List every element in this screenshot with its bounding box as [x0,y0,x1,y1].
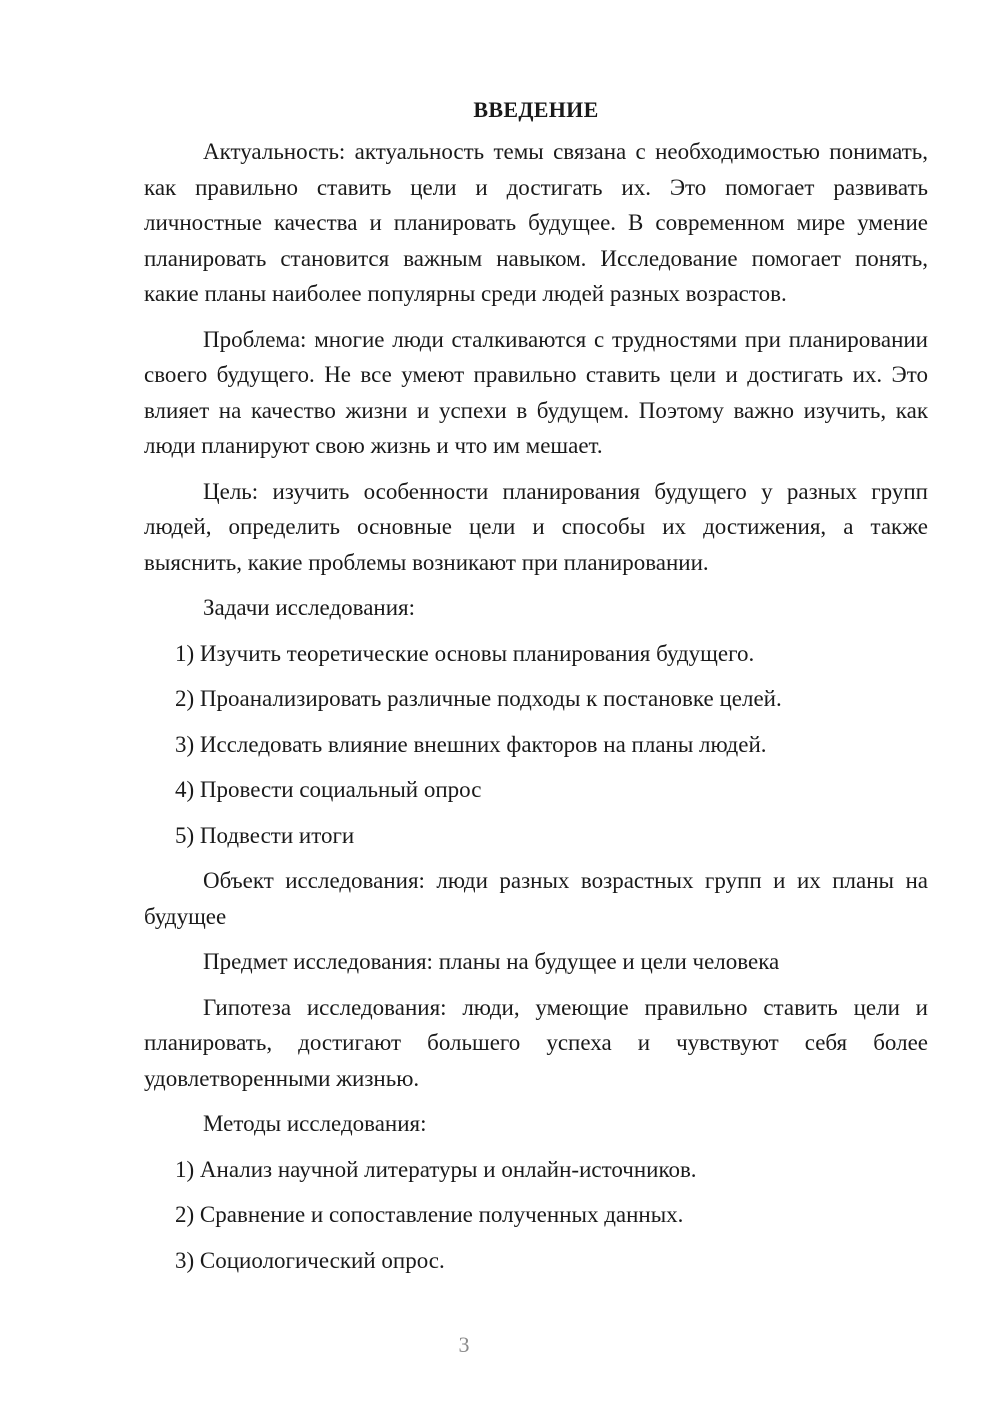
method-item: 2) Сравнение и сопоставление полученных данных. [175,1202,684,1227]
task-item: 5) Подвести итоги [175,822,355,848]
method-item: 3) Социологический опрос. [175,1247,445,1273]
problem-paragraph: Проблема: многие люди сталкиваются с трудностями при планировании своего будущего. Не все умеют правильно ставить цели и достигать их. Это влияет на качество жизни и успехи в будущем. Поэтому важно изучить, как люди планируют свою жизнь и что им мешает. [144,326,928,458]
tasks-heading: Задачи исследования: [203,595,416,620]
task-item: 3) Исследовать влияние внешних факторов на планы людей. [175,731,767,757]
task-item: 4) Провести социальный опрос [175,777,482,802]
object-paragraph: Объект исследования: люди разных возрастных групп и их планы на будущее [144,868,928,929]
goal-paragraph: Цель: изучить особенности планирования будущего у разных групп людей, определить основные цели и способы их достижения, а также выяснить, какие проблемы возникают при планировании. [144,478,928,575]
methods-heading: Методы исследования: [203,1111,427,1136]
relevance-paragraph: Актуальность: актуальность темы связана с необходимостью понимать, как правильно ставить цели и достигать их. Это помогает развивать личностные качества и планировать будущее. В современном мире умение планировать становится важным навыком. Исследование помогает понять, какие планы наиболее популярны среди людей разных возрастов. [144,139,928,306]
subject-paragraph: Предмет исследования: планы на будущее и цели человека [203,949,780,974]
section-title: ВВЕДЕНИЕ [473,97,599,122]
page-content [144,95,928,1288]
task-item: 2) Проанализировать различные подходы к постановке целей. [175,686,782,711]
hypothesis-paragraph: Гипотеза исследования: люди, умеющие правильно ставить цели и планировать, достигают большего успеха и чувствуют себя более удовлетворенными жизнью. [144,994,928,1091]
page-number: 3 [458,1332,470,1357]
method-item: 1) Анализ научной литературы и онлайн-источников. [175,1156,697,1182]
task-item: 1) Изучить теоретические основы планирования будущего. [175,640,755,666]
